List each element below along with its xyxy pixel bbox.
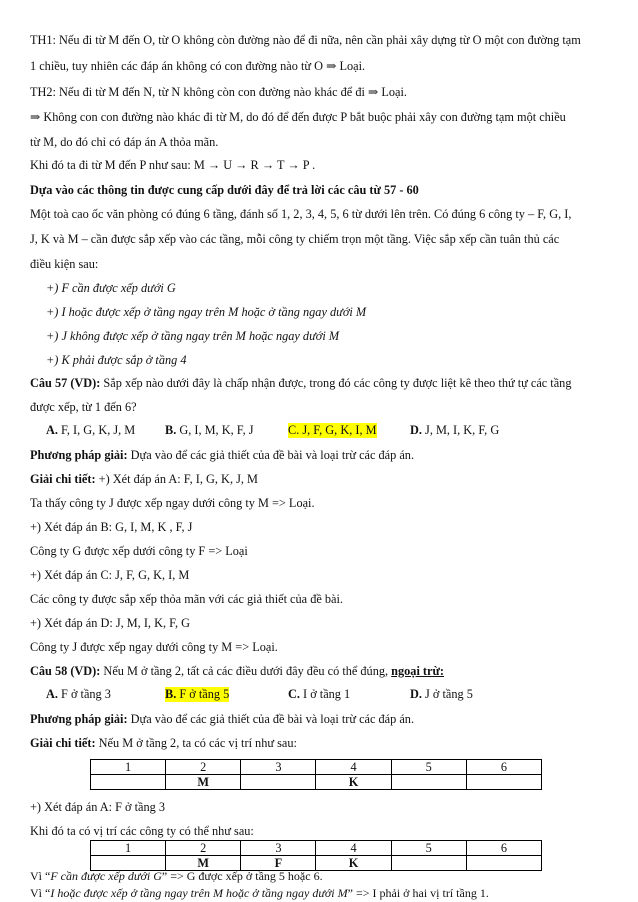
text-line: ⇒ Không con con đường nào khác đi từ M, do đó để đến được P bắt buộc phải xây con đường tạm một chiều — [30, 110, 566, 124]
option-b: B. G, I, M, K, F, J — [165, 423, 254, 437]
text-line: +) Xét đáp án A: F ở tầng 3 — [30, 800, 166, 814]
table-cell: K — [316, 775, 391, 790]
question-label: Câu 57 (VD): — [30, 376, 101, 390]
table-cell: M — [166, 856, 241, 871]
table-cell: 5 — [391, 841, 466, 856]
option-c: C. I ở tầng 1 — [288, 687, 351, 701]
method-line: Phương pháp giải: Dựa vào để các giả thiết của đề bài và loại trừ các đáp án. — [30, 448, 415, 462]
table-cell — [391, 775, 466, 790]
text-run: Vì “ — [30, 869, 51, 883]
floor-table-1 — [90, 759, 542, 790]
text-line — [30, 885, 610, 901]
option-c-highlighted: C. J, F, G, K, I, M — [288, 423, 377, 437]
condition-item: +) I hoặc được xếp ở tầng ngay trên M hoặc ở tầng ngay dưới M — [46, 305, 367, 319]
text-line: Các công ty được sắp xếp thỏa mãn với các giả thiết của đề bài. — [30, 592, 343, 606]
detail-line: Giải chi tiết: Nếu M ở tầng 2, ta có các vị trí như sau: — [30, 736, 297, 750]
question-text: Sắp xếp nào dưới đây là chấp nhận được, trong đó các công ty được liệt kê theo thứ tự các tầng — [100, 376, 572, 390]
table-cell: 3 — [241, 760, 316, 775]
table-header-row — [91, 760, 542, 775]
text-line: 1 chiều, tuy nhiên các đáp án không có con đường nào từ O ⇒ Loại. — [30, 59, 366, 73]
text-line: +) Xét đáp án B: G, I, M, K , F, J — [30, 520, 193, 534]
table-cell: K — [316, 856, 391, 871]
question-57 — [30, 375, 610, 391]
table-cell: 5 — [391, 760, 466, 775]
text-line — [30, 868, 610, 884]
table-cell — [91, 775, 166, 790]
condition-item: +) K phải được sắp ở tầng 4 — [46, 353, 187, 367]
table-header-row — [91, 841, 542, 856]
table-cell: M — [166, 775, 241, 790]
text-line: J, K và M – cần được sắp xếp vào các tầng, mỗi công ty chiếm trọn một tầng. Việc sắp xếp cần tuân thủ các — [30, 232, 560, 246]
question-58: Câu 58 (VD): Nếu M ở tầng 2, tất cả các điều dưới đây đều có thể đúng, ngoại trừ: — [30, 664, 444, 678]
table-cell: 2 — [166, 760, 241, 775]
option-d: D. J ở tầng 5 — [410, 687, 473, 701]
detail-line: Giải chi tiết: +) Xét đáp án A: F, I, G, K, J, M — [30, 472, 258, 486]
floor-table-2 — [90, 840, 542, 871]
table-cell: 6 — [466, 760, 541, 775]
table-cell: 1 — [91, 841, 166, 856]
table-cell: 4 — [316, 841, 391, 856]
section-heading: Dựa vào các thông tin được cung cấp dưới đây để trả lời các câu từ 57 - 60 — [30, 183, 419, 197]
text-line: TH2: Nếu đi từ M đến N, từ N không còn con đường nào khác để đi ⇒ Loại. — [30, 85, 407, 99]
text-run: ” => G được xếp ở tầng 5 hoặc 6. — [161, 869, 323, 883]
text-line: Một toà cao ốc văn phòng có đúng 6 tầng, đánh số 1, 2, 3, 4, 5, 6 từ dưới lên trên. Có đúng 6 công ty – F, G, I, — [30, 207, 572, 221]
text-line: điều kiện sau: — [30, 257, 99, 271]
table-cell: 6 — [466, 841, 541, 856]
option-b-highlighted: B. F ở tầng 5 — [165, 687, 230, 701]
condition-item: +) F cần được xếp dưới G — [46, 281, 176, 295]
text-run: ” => I phải ở hai vị trí tầng 1. — [347, 886, 489, 900]
table-cell: 2 — [166, 841, 241, 856]
table-row — [91, 775, 542, 790]
method-line: Phương pháp giải: Dựa vào để các giả thiết của đề bài và loại trừ các đáp án. — [30, 712, 415, 726]
text-run: F cần được xếp dưới G — [50, 869, 162, 883]
text-line: Ta thấy công ty J được xếp ngay dưới công ty M => Loại. — [30, 496, 315, 510]
option-a: A. F ở tầng 3 — [46, 687, 111, 701]
condition-item: +) J không được xếp ở tầng ngay trên M hoặc ngay dưới M — [46, 329, 340, 343]
table-cell: 4 — [316, 760, 391, 775]
table-cell: 1 — [91, 760, 166, 775]
text-line: Khi đó ta đi từ M đến P như sau: M → U → R → T → P . — [30, 158, 316, 172]
text-line: Công ty J được xếp ngay dưới công ty M => Loại. — [30, 640, 278, 654]
table-cell: 3 — [241, 841, 316, 856]
option-d: D. J, M, I, K, F, G — [410, 423, 500, 437]
text-line: +) Xét đáp án C: J, F, G, K, I, M — [30, 568, 190, 582]
table-cell — [466, 775, 541, 790]
text-run: I hoặc được xếp ở tầng ngay trên M hoặc ở tầng ngay dưới M — [50, 886, 348, 900]
question-text-cont: được xếp, từ 1 đến 6? — [30, 400, 137, 414]
text-line: từ M, do đó chỉ có đáp án A thỏa mãn. — [30, 135, 219, 149]
table-cell: F — [241, 856, 316, 871]
option-a: A. F, I, G, K, J, M — [46, 423, 136, 437]
text-run: Vì “ — [30, 886, 51, 900]
text-line: Công ty G được xếp dưới công ty F => Loại — [30, 544, 248, 558]
table-cell — [241, 775, 316, 790]
text-line: +) Xét đáp án D: J, M, I, K, F, G — [30, 616, 190, 630]
text-line: Khi đó ta có vị trí các công ty có thể như sau: — [30, 824, 254, 838]
text-line: TH1: Nếu đi từ M đến O, từ O không còn đường nào để đi nữa, nên cần phải xây dựng từ O một con đường tạm — [30, 33, 581, 47]
